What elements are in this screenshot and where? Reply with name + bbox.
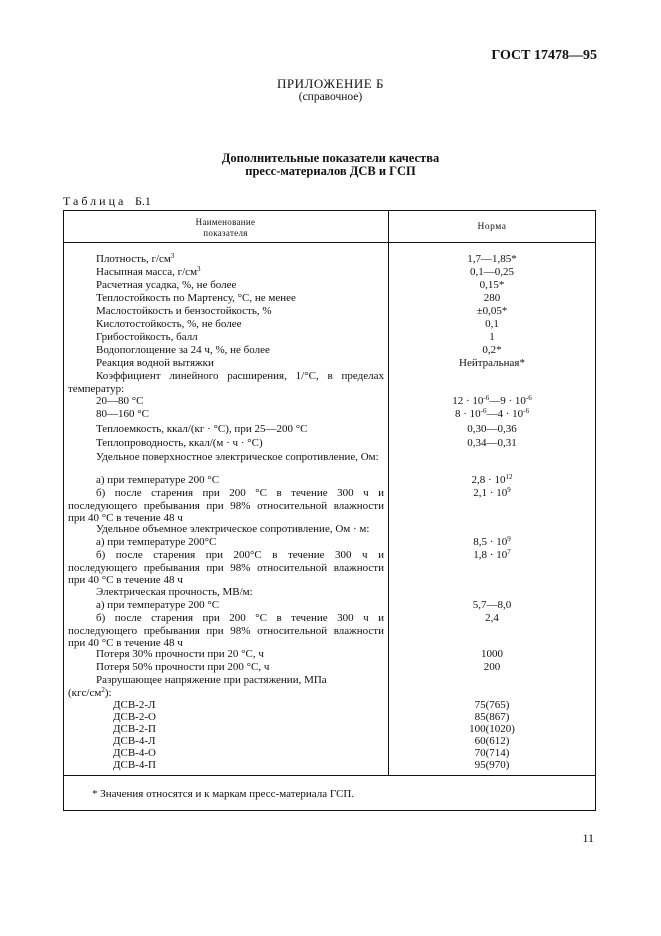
column-header-norm: Норма <box>477 222 507 232</box>
row-value: 0,2* <box>482 344 502 356</box>
column-header-name-line2: показателя <box>203 228 248 238</box>
row-name: а) при температуре 200 °С <box>96 599 220 611</box>
row-name: а) при температуре 200 °С <box>96 474 220 486</box>
row-name: Теплоемкость, ккал/(кг · °С), при 25—200 °С <box>96 423 308 435</box>
row-value: $8,5 \cdot 10^9$ <box>473 535 511 548</box>
row-name: б) после старения при 200 °С в течение 300 ч и последующего пребывания при 98% относительной влажности при 40 °С в течение 48 ч <box>68 612 384 649</box>
row-value: 1,7—1,85* <box>467 253 517 265</box>
column-header-name <box>63 217 388 239</box>
footnote-divider <box>63 775 596 776</box>
row-name: Водопоглощение за 24 ч, %, не более <box>96 344 270 356</box>
row-value: 5,7—8,0 <box>472 599 512 611</box>
row-name: Насыпная масса, $г/см^3$ <box>96 265 201 278</box>
row-name: ДСВ-2-Л <box>113 699 156 711</box>
row-value: Нейтральная* <box>459 357 525 369</box>
row-name: а) при температуре 200°С <box>96 536 217 548</box>
row-name: б) после старения при 200°С в течение 300 ч и последующего пребывания при 98% относительной влажности при 40 °С в течение 48 ч <box>68 549 384 586</box>
row-name: Потеря 50% прочности при 200 °С, ч <box>96 661 270 673</box>
row-value: ±0,05* <box>476 305 508 317</box>
row-name: б) после старения при 200 °С в течение 300 ч и последующего пребывания при 98% относительной влажности при 40 °С в течение 48 ч <box>68 487 384 524</box>
table-number: Б.1 <box>135 194 151 208</box>
row-name: Реакция водной вытяжки <box>96 357 214 369</box>
row-value: $1,8 \cdot 10^7$ <box>473 548 511 561</box>
row-value: 75(765) <box>474 699 510 711</box>
row-name: Грибостойкость, балл <box>96 331 198 343</box>
document-code: ГОСТ 17478—95 <box>491 48 597 63</box>
row-value: 0,1 <box>485 318 499 330</box>
row-name: Коэффициент линейного расширения, 1/°С, в пределах температур: <box>68 370 384 395</box>
page-number: 11 <box>582 831 594 845</box>
row-name: Электрическая прочность, МВ/м: <box>96 586 253 598</box>
row-value: 0,34—0,31 <box>467 437 517 449</box>
row-value: 85(867) <box>474 711 510 723</box>
row-value: $2,1 \cdot 10^9$ <box>473 486 511 499</box>
row-value: $12 \cdot 10^{-6}—9 \cdot 10^{-6}$ <box>452 394 532 407</box>
row-name: ДСВ-2-П <box>113 723 156 735</box>
section-title-line2: пресс-материалов ДСВ и ГСП <box>245 164 416 178</box>
row-name: Разрушающее напряжение при растяжении, МПа $(кгс/см^2)$: <box>68 674 327 699</box>
row-value: 1000 <box>481 648 503 660</box>
row-name: ДСВ-4-О <box>113 747 156 759</box>
row-value: 280 <box>483 292 501 304</box>
row-value: 1 <box>489 331 495 343</box>
row-name: ДСВ-4-Л <box>113 735 156 747</box>
row-value: $2,8 \cdot 10^{12}$ <box>471 473 513 486</box>
row-name: Удельное поверхностное электрическое сопротивление, Ом: <box>96 451 379 463</box>
row-name: ДСВ-2-О <box>113 711 156 723</box>
section-title-line1: Дополнительные показатели качества <box>221 151 440 165</box>
row-name: Расчетная усадка, %, не более <box>96 279 237 291</box>
table-footnote: * Значения относятся и к маркам пресс-материала ГСП. <box>92 788 355 800</box>
row-name: Плотность, $г/см^3$ <box>96 252 175 265</box>
row-name: ДСВ-4-П <box>113 759 156 771</box>
appendix-note: (справочное) <box>298 91 363 103</box>
row-name: Теплопроводность, ккал/(м · ч · °С) <box>96 437 263 449</box>
row-name: 20—80 °С <box>96 395 144 407</box>
row-value: 95(970) <box>474 759 510 771</box>
row-value: 0,1—0,25 <box>470 266 514 278</box>
appendix-heading: ПРИЛОЖЕНИЕ Б <box>277 76 384 91</box>
row-value: 60(612) <box>474 735 510 747</box>
row-value: 0,15* <box>479 279 505 291</box>
table-label: Таблица <box>63 194 127 208</box>
row-value: 0,30—0,36 <box>467 423 517 435</box>
row-value: 2,4 <box>485 612 499 624</box>
row-name: Потеря 30% прочности при 20 °С, ч <box>96 648 264 660</box>
row-value: 70(714) <box>474 747 510 759</box>
row-name: Удельное объемное электрическое сопротивление, Ом · м: <box>96 523 370 535</box>
row-name: 80—160 °С <box>96 408 149 420</box>
row-name: Маслостойкость и бензостойкость, % <box>96 305 272 317</box>
column-header-name-line1: Наименование <box>195 217 256 227</box>
row-name: Кислотостойкость, %, не более <box>96 318 242 330</box>
row-value: $8 \cdot 10^{-6}—4 \cdot 10^{-6}$ <box>454 407 530 420</box>
header-divider <box>63 242 596 243</box>
row-value: 100(1020) <box>469 723 515 735</box>
row-value: 200 <box>483 661 501 673</box>
row-name: Теплостойкость по Мартенсу, °С, не менее <box>96 292 296 304</box>
